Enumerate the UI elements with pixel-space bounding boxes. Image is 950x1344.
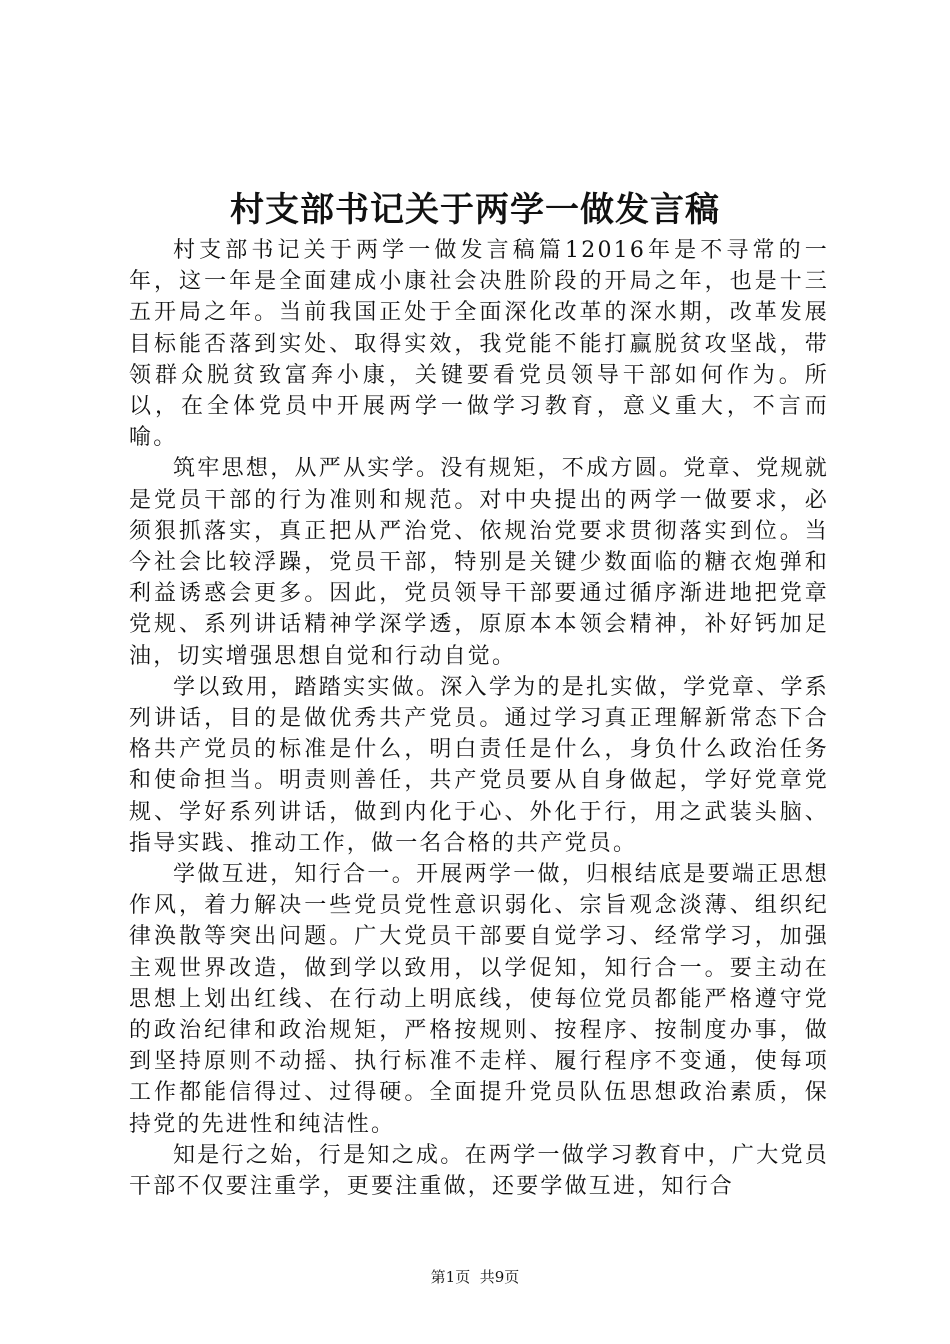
paragraph-5: 知是行之始，行是知之成。在两学一做学习教育中，广大党员干部不仅要注重学，更要注重做，还要学做互进，知行合 <box>129 1142 829 1200</box>
paragraph-3: 学以致用，踏踏实实做。深入学为的是扎实做，学党章、学系列讲话，目的是做优秀共产党员。通过学习真正理解新常态下合格共产党员的标准是什么，明白责任是什么，身负什么政治任务和使命担当。明责则善任，共产党员要从自身做起，学好党章党规、学好系列讲话，做到内化于心、外化于行，用之武装头脑、指导实践、推动工作，做一名合格的共产党员。 <box>129 674 829 856</box>
page-total: 共9页 <box>479 1268 520 1286</box>
document-body <box>129 235 829 1202</box>
document-title: 村支部书记关于两学一做发言稿 <box>230 190 720 230</box>
paragraph-1: 村支部书记关于两学一做发言稿篇12016年是不寻常的一年，这一年是全面建成小康社会决胜阶段的开局之年，也是十三五开局之年。当前我国正处于全面深化改革的深水期，改革发展目标能否落到实处、取得实效，我党能不能打赢脱贫攻坚战，带领群众脱贫致富奔小康，关键要看党员领导干部如何作为。所以，在全体党员中开展两学一做学习教育，意义重大，不言而喻。 <box>129 238 829 451</box>
paragraph-4: 学做互进，知行合一。开展两学一做，归根结底是要端正思想作风，着力解决一些党员党性意识弱化、宗旨观念淡薄、组织纪律涣散等突出问题。广大党员干部要自觉学习、经常学习，加强主观世界改造，做到学以致用，以学促知，知行合一。要主动在思想上划出红线、在行动上明底线，使每位党员都能严格遵守党的政治纪律和政治规矩，严格按规则、按程序、按制度办事，做到坚持原则不动摇、执行标准不走样、履行程序不变通，使每项工作都能信得过、过得硬。全面提升党员队伍思想政治素质，保持党的先进性和纯洁性。 <box>129 862 829 1137</box>
paragraph-2: 筑牢思想，从严从实学。没有规矩，不成方圆。党章、党规就是党员干部的行为准则和规范。对中央提出的两学一做要求，必须狠抓落实，真正把从严治党、依规治党要求贯彻落实到位。当今社会比较浮躁，党员干部，特别是关键少数面临的糖衣炮弹和利益诱惑会更多。因此，党员领导干部要通过循序渐进地把党章党规、系列讲话精神学深学透，原原本本领会精神，补好钙加足油，切实增强思想自觉和行动自觉。 <box>129 456 829 669</box>
page-footer <box>0 1267 950 1287</box>
page-number: 第1页 <box>430 1268 471 1286</box>
